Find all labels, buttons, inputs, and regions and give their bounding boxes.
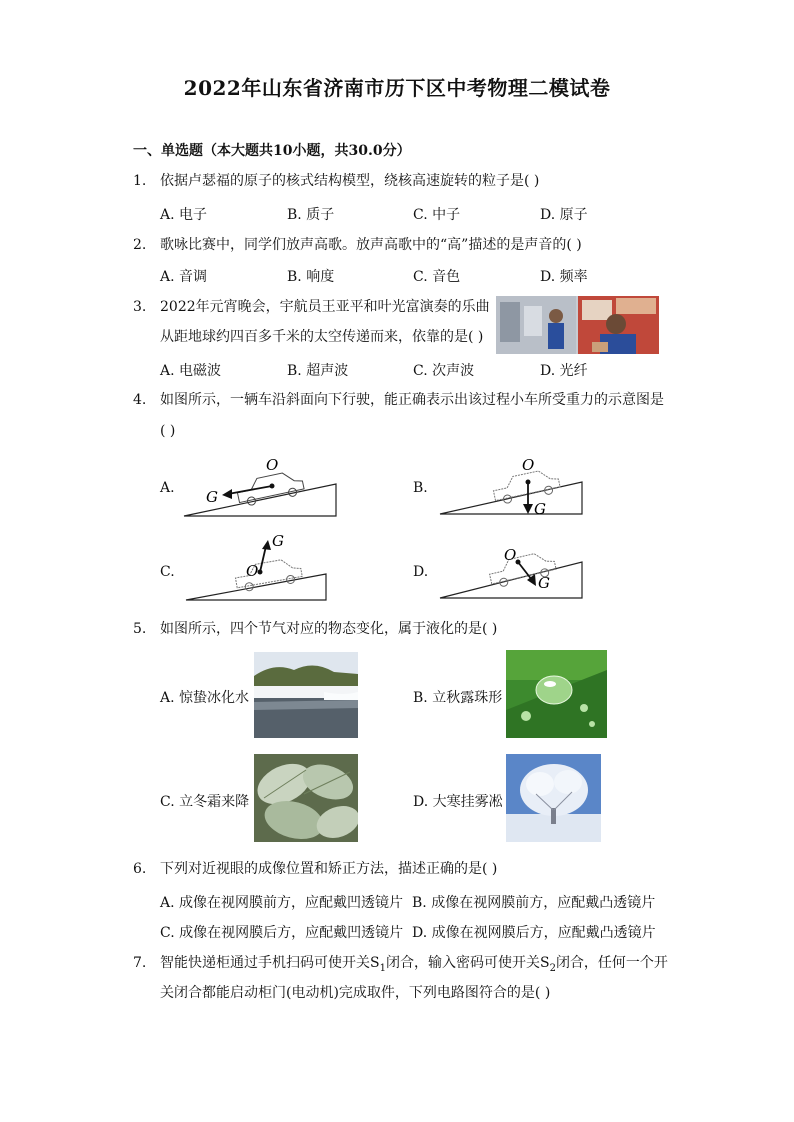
q4-figure-b [436, 452, 586, 520]
question-3-line-1: 2022年元宵晚会，宇航员王亚平和叶光富演奏的乐曲 [160, 299, 490, 315]
question-5-text: 如图所示，四个节气对应的物态变化，属于液化的是( ) [160, 621, 498, 637]
q4-option-a[interactable]: A. [160, 480, 175, 496]
q3-option-d[interactable]: D. 光纤 [540, 363, 588, 379]
q1-option-a[interactable]: A. 电子 [160, 207, 208, 223]
q1-option-b[interactable]: B. 质子 [287, 207, 335, 223]
q2-option-d[interactable]: D. 频率 [540, 269, 588, 285]
q5-option-c[interactable]: C. 立冬霜来降 [160, 794, 250, 810]
frost-leaves-photo [254, 754, 358, 842]
question-2-number: 2. [133, 237, 147, 253]
question-4-line-1: 如图所示，一辆车沿斜面向下行驶，能正确表示出该过程小车所受重力的示意图是 [160, 392, 664, 408]
q4-option-b[interactable]: B. [413, 480, 428, 496]
question-5-number: 5. [133, 621, 147, 637]
q5-option-a[interactable]: A. 惊蛰冰化水 [160, 690, 250, 706]
q4-figure-c [180, 532, 330, 604]
question-4-number: 4. [133, 392, 147, 408]
q4d-label-g: G [538, 574, 550, 592]
question-7-line-2: 关闭合都能启动柜门(电动机)完成取件，下列电路图符合的是( ) [160, 985, 551, 1001]
q4-option-c[interactable]: C. [160, 564, 175, 580]
question-4-line-2: ( ) [160, 423, 176, 439]
q4-figure-d [436, 536, 586, 602]
q4b-label-g: G [534, 500, 546, 518]
section-heading: 一、单选题（本大题共10小题，共30.0分） [133, 143, 411, 159]
q4a-label-g: G [206, 488, 218, 506]
question-7-line-1: 智能快递柜通过手机扫码可使开关$S_1$闭合，输入密码可使开关$S_2$闭合，任何一个开 [160, 955, 668, 974]
dew-drop-photo [506, 650, 607, 738]
q4b-label-o: O [522, 456, 535, 474]
q3-option-a[interactable]: A. 电磁波 [160, 363, 222, 379]
q4c-label-o: O [246, 562, 259, 580]
q5-option-b[interactable]: B. 立秋露珠形 [413, 690, 503, 706]
page-title: 2022年山东省济南市历下区中考物理二模试卷 [183, 76, 611, 100]
q4d-label-o: O [504, 546, 517, 564]
q4-option-d[interactable]: D. [413, 564, 429, 580]
q1-option-c[interactable]: C. 中子 [413, 207, 461, 223]
q6-option-a[interactable]: A. 成像在视网膜前方，应配戴凹透镜片 [160, 895, 404, 911]
q4a-label-o: O [266, 456, 279, 474]
question-3-line-2: 从距地球约四百多千米的太空传递而来，依靠的是( ) [160, 329, 484, 345]
q6-option-b[interactable]: B. 成像在视网膜前方，应配戴凸透镜片 [412, 895, 656, 911]
question-7-number: 7. [133, 955, 147, 971]
q6-option-c[interactable]: C. 成像在视网膜后方，应配戴凹透镜片 [160, 925, 404, 941]
question-6-number: 6. [133, 861, 147, 877]
q2-option-a[interactable]: A. 音调 [160, 269, 208, 285]
question-3-number: 3. [133, 299, 147, 315]
rime-tree-photo [506, 754, 601, 842]
q2-option-c[interactable]: C. 音色 [413, 269, 461, 285]
q6-option-d[interactable]: D. 成像在视网膜后方，应配戴凸透镜片 [412, 925, 656, 941]
q4c-label-g: G [272, 532, 284, 550]
q5-option-d[interactable]: D. 大寒挂雾凇 [413, 794, 503, 810]
q4-figure-a [180, 452, 340, 520]
q2-option-b[interactable]: B. 响度 [287, 269, 335, 285]
space-station-photo [496, 296, 659, 354]
ice-melting-photo [254, 652, 358, 738]
question-1-number: 1. [133, 173, 147, 189]
question-2-text: 歌咏比赛中，同学们放声高歌。放声高歌中的“高”描述的是声音的( ) [160, 237, 582, 253]
q3-option-b[interactable]: B. 超声波 [287, 363, 349, 379]
q3-option-c[interactable]: C. 次声波 [413, 363, 475, 379]
question-1-text: 依据卢瑟福的原子的核式结构模型，绕核高速旋转的粒子是( ) [160, 173, 540, 189]
q1-option-d[interactable]: D. 原子 [540, 207, 588, 223]
question-6-text: 下列对近视眼的成像位置和矫正方法，描述正确的是( ) [160, 861, 498, 877]
